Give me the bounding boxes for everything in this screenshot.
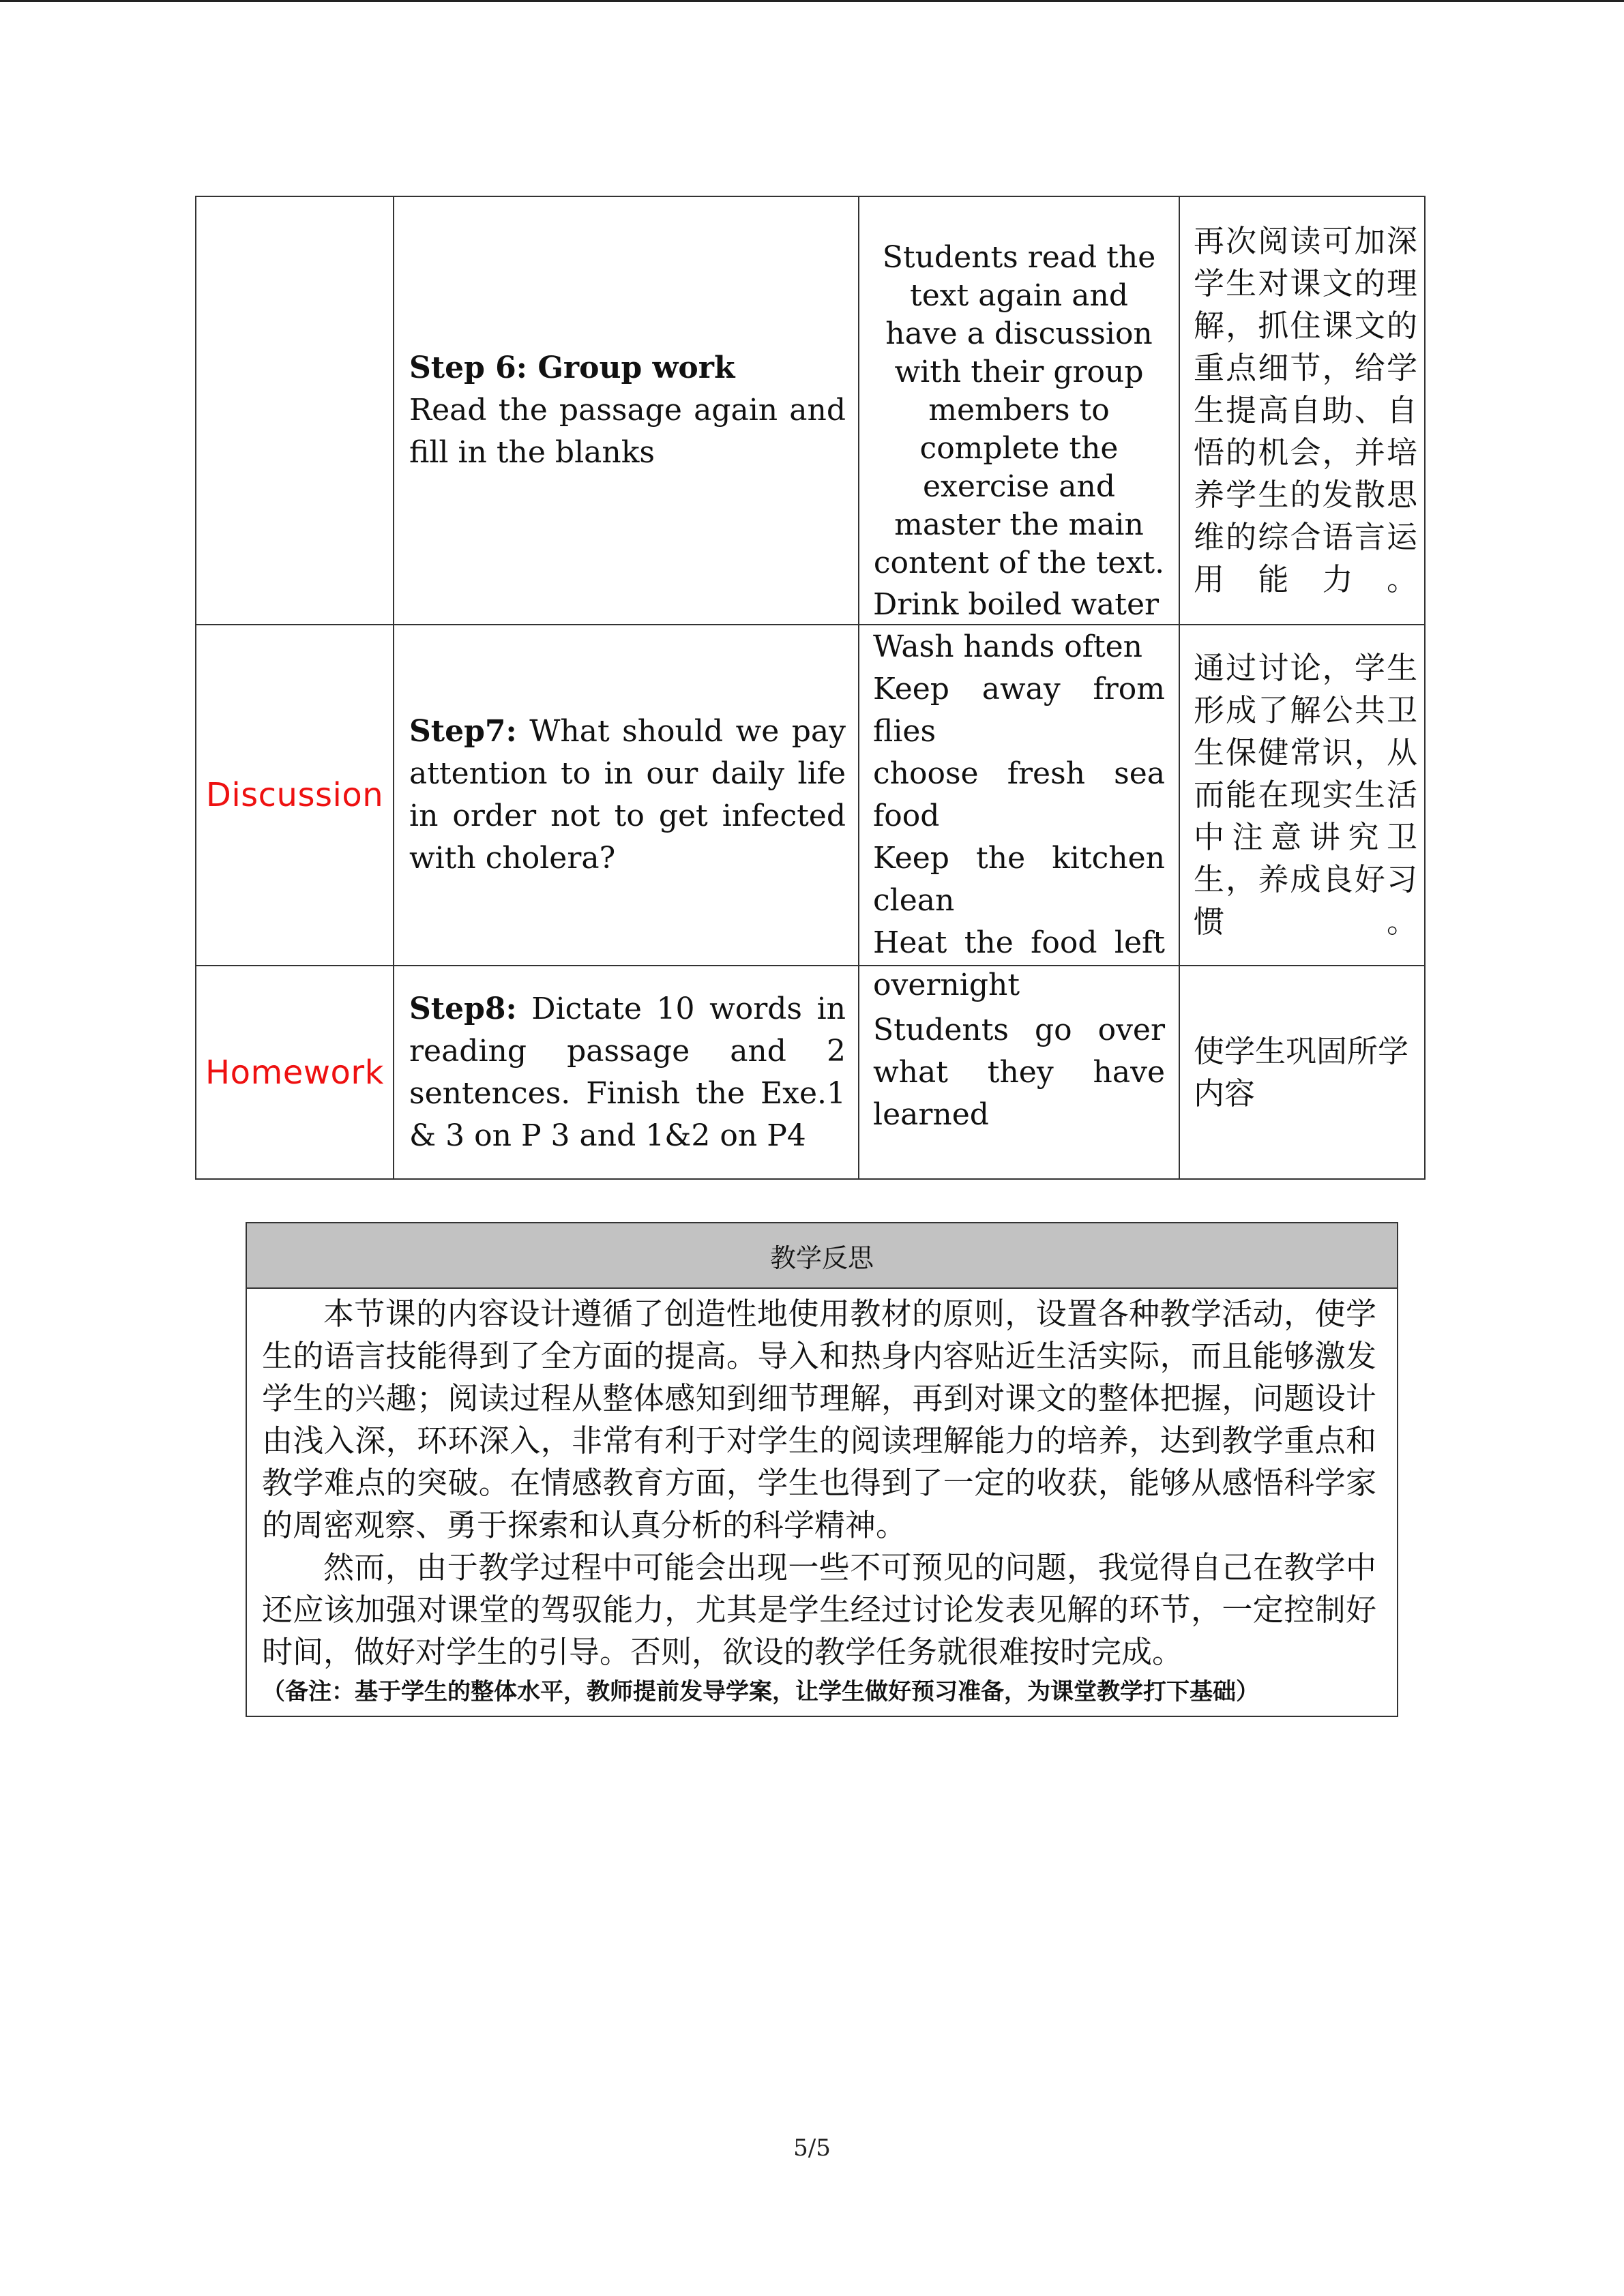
- stage-cell-row2: [195, 624, 394, 966]
- activity-text-row3: Students go over what they have learned: [873, 1012, 1165, 1132]
- activity-text-row1: Students read the text again and have a discussion with their group members to complete the exercise and master the main content of the text.: [873, 240, 1165, 580]
- purpose-cell-row3: [1179, 965, 1426, 1180]
- stage-cell-row3: [195, 965, 394, 1180]
- step-text-row3: Dictate 10 words in reading passage and 2 sentences. Finish the Exe.1 & 3 on P 3 and 1&2 on P4: [409, 991, 846, 1153]
- stage-cell-row1: [195, 196, 394, 625]
- activity-cell-row1: [858, 196, 1180, 625]
- step-title-row1: Step 6: Group work: [409, 351, 735, 385]
- step-text-row2: What should we pay attention to in our daily life in order not to get infected with cholera?: [409, 714, 846, 876]
- step-content-row1: [409, 347, 846, 474]
- activity-item: choose fresh sea food: [873, 756, 1165, 833]
- reflection-paragraph-2: 然而，由于教学过程中可能会出现一些不可预见的问题，我觉得自己在教学中还应该加强对课堂的驾驭能力，尤其是学生经过讨论发表见解的环节，一定控制好时间，做好对学生的引导。否则，欲设的教学任务就很难按时完成。: [262, 1549, 1376, 1670]
- activity-item: Heat the food left overnight: [873, 925, 1165, 1002]
- step-title-row2: Step7:: [409, 714, 517, 749]
- activity-item: Drink boiled water: [873, 587, 1160, 622]
- step-text-row1: Read the passage again and fill in the blanks: [409, 393, 846, 470]
- activity-item: Wash hands often: [873, 629, 1143, 664]
- step-cell-row3: [393, 965, 859, 1180]
- purpose-cell-row2: [1179, 624, 1426, 966]
- purpose-text-row2: 通过讨论，学生形成了解公共卫生保健常识，从而能在现实生活中注意讲究卫生，养成良好习惯。: [1194, 650, 1417, 940]
- step-title-row3: Step8:: [409, 991, 517, 1026]
- reflection-note: （备注：基于学生的整体水平，教师提前发导学案，让学生做好预习准备，为课堂教学打下基础）: [262, 1678, 1259, 1705]
- reflection-body: [246, 1287, 1398, 1717]
- step-cell-row2: [393, 624, 859, 966]
- reflection-heading: 教学反思: [246, 1222, 1398, 1289]
- top-border-line: [0, 0, 1624, 2]
- activity-item: Keep away from flies: [873, 672, 1165, 749]
- activity-list-row2: [873, 584, 1165, 1007]
- step-content-row3: [409, 988, 846, 1157]
- stage-label-discussion: Discussion: [205, 776, 384, 814]
- page-number: 5/5: [793, 2134, 831, 2162]
- activity-cell-row3: [858, 965, 1180, 1180]
- purpose-cell-row1: [1179, 196, 1426, 625]
- purpose-text-row1: 再次阅读可加深学生对课文的理解，抓住课文的重点细节，给学生提高自助、自悟的机会，并培养学生的发散思维的综合语言运用能力。: [1194, 223, 1417, 597]
- purpose-text-row3: 使学生巩固所学内容: [1194, 1032, 1409, 1112]
- reflection-paragraph-1: 本节课的内容设计遵循了创造性地使用教材的原则，设置各种教学活动，使学生的语言技能得到了全方面的提高。导入和热身内容贴近生活实际，而且能够激发学生的兴趣；阅读过程从整体感知到细节理解，再到对课文的整体把握，问题设计由浅入深，环环深入，非常有利于对学生的阅读理解能力的培养，达到教学重点和教学难点的突破。在情感教育方面，学生也得到了一定的收获，能够从感悟科学家的周密观察、勇于探索和认真分析的科学精神。: [262, 1296, 1376, 1543]
- activity-item: Keep the kitchen clean: [873, 841, 1165, 918]
- step-content-row2: [409, 711, 846, 880]
- stage-label-homework: Homework: [205, 1053, 384, 1092]
- activity-cell-row2: [858, 587, 1180, 1002]
- step-cell-row1: [393, 196, 859, 625]
